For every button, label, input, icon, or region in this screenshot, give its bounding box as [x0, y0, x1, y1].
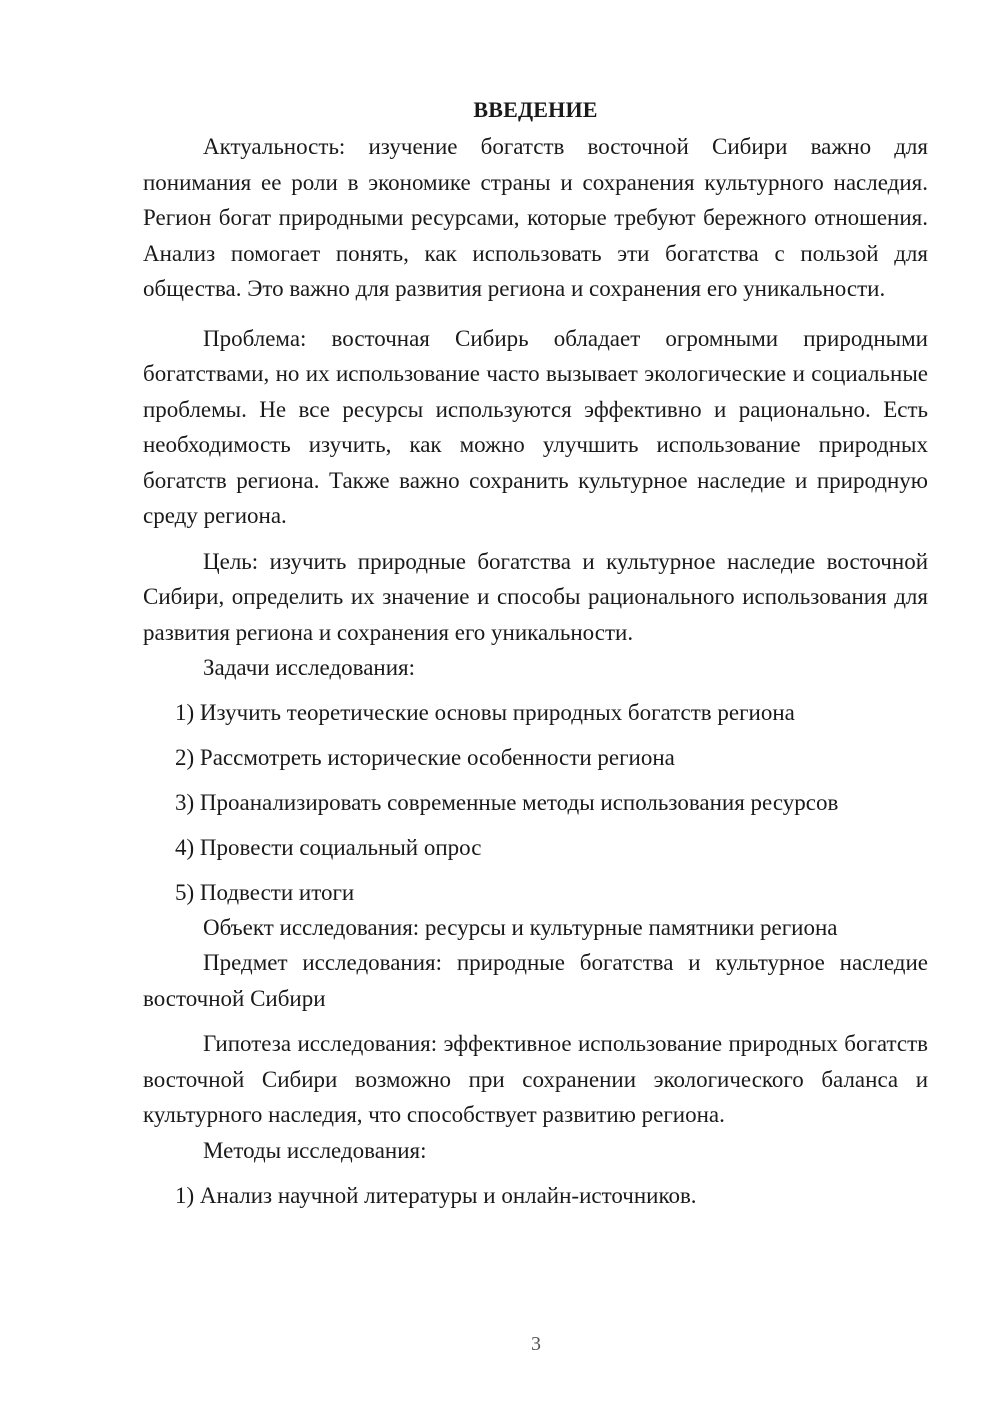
goal-paragraph: Цель: изучить природные богатства и культурное наследие восточной Сибири, определить их значение и способы рационального использования для развития региона и сохранения его уникальности. [143, 548, 928, 645]
document-page [143, 95, 928, 1213]
task-item: 5) Подвести итоги [175, 880, 355, 905]
task-item: 3) Проанализировать современные методы использования ресурсов [175, 790, 839, 815]
task-item: 1) Изучить теоретические основы природных богатств региона [175, 700, 795, 725]
method-item: 1) Анализ научной литературы и онлайн-источников. [175, 1182, 697, 1208]
task-item: 2) Рассмотреть исторические особенности региона [175, 745, 675, 770]
page-number: 3 [531, 1333, 541, 1355]
page-title: ВВЕДЕНИЕ [473, 97, 598, 122]
research-object: Объект исследования: ресурсы и культурные памятники региона [203, 915, 838, 940]
tasks-heading: Задачи исследования: [203, 655, 416, 680]
relevance-paragraph: Актуальность: изучение богатств восточной Сибири важно для понимания ее роли в экономике страны и сохранения культурного наследия. Регион богат природными ресурсами, которые требуют бережного отношения. Анализ помогает понять, как использовать эти богатства с пользой для общества. Это важно для развития региона и сохранения его уникальности. [143, 134, 928, 301]
research-hypothesis: Гипотеза исследования: эффективное использование природных богатств восточной Сибири возможно при сохранении экологического баланса и культурного наследия, что способствует развитию региона. [143, 1031, 928, 1127]
research-subject: Предмет исследования: природные богатства и культурное наследие восточной Сибири [143, 950, 928, 1011]
methods-heading: Методы исследования: [203, 1137, 427, 1163]
task-item: 4) Провести социальный опрос [175, 835, 482, 860]
problem-paragraph: Проблема: восточная Сибирь обладает огромными природными богатствами, но их использование часто вызывает экологические и социальные проблемы. Не все ресурсы используются эффективно и рационально. Есть необходимость изучить, как можно улучшить использование природных богатств региона. Также важно сохранить культурное наследие и природную среду региона. [143, 325, 928, 528]
